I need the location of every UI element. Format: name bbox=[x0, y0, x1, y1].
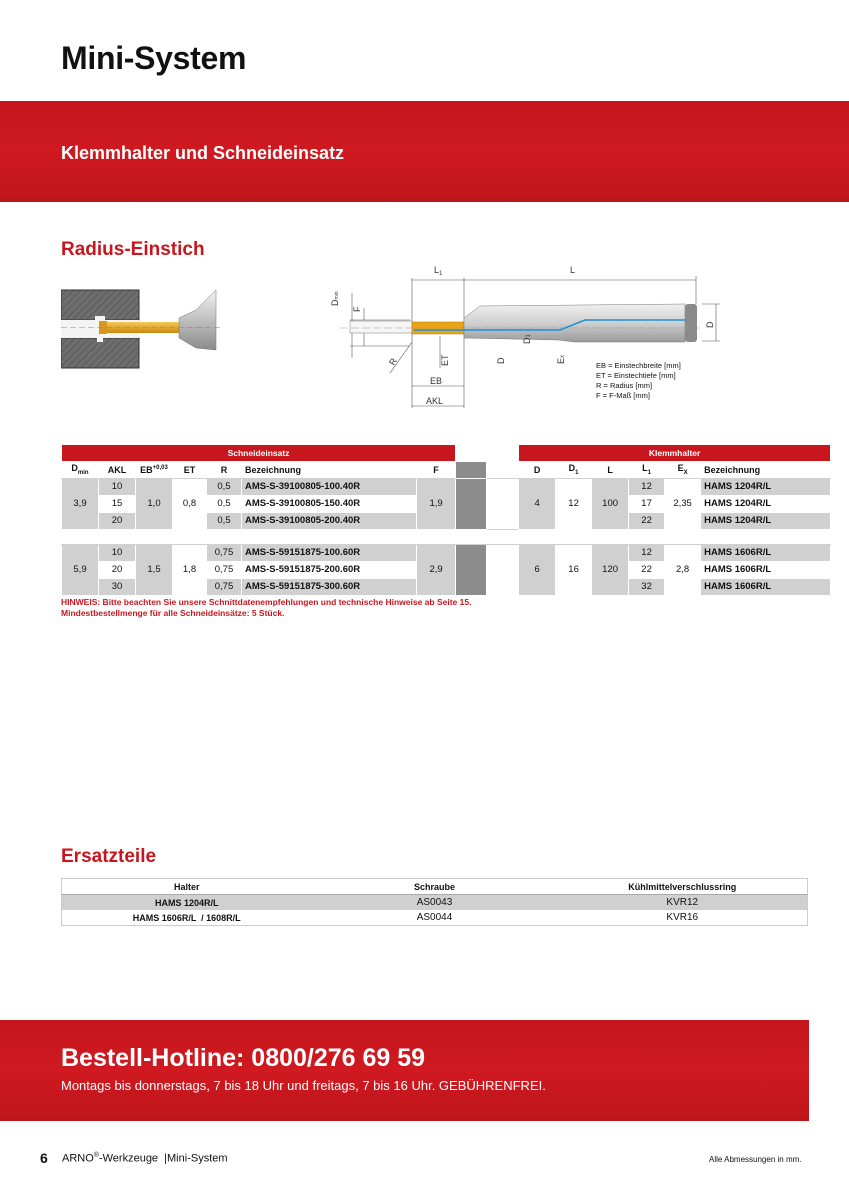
cell-eb: 1,5 bbox=[136, 544, 173, 595]
cell-dmin: 3,9 bbox=[62, 478, 99, 529]
cell-holder: HAMS 1606R/L bbox=[701, 561, 831, 578]
cell-akl: 20 bbox=[99, 561, 136, 578]
col-akl: AKL bbox=[99, 461, 136, 478]
cell-r: 0,75 bbox=[207, 544, 242, 561]
cell-d: 4 bbox=[519, 478, 556, 529]
legend-item: R = Radius [mm] bbox=[596, 381, 653, 390]
cell-ex: 2,8 bbox=[665, 544, 701, 595]
cell-holder: HAMS 1204R/L bbox=[701, 495, 831, 512]
cell-akl: 10 bbox=[99, 478, 136, 495]
cell-akl: 15 bbox=[99, 495, 136, 512]
cell-bezeichnung: AMS-S-59151875-300.60R bbox=[242, 578, 417, 595]
dim-et-label: ET bbox=[440, 354, 450, 366]
cell-l1: 22 bbox=[629, 512, 665, 529]
dim-f-label: F bbox=[352, 306, 362, 312]
cell-bezeichnung: AMS-S-39100805-100.40R bbox=[242, 478, 417, 495]
cell-et: 0,8 bbox=[173, 478, 207, 529]
cell-holder: HAMS 1606R/L bbox=[701, 578, 831, 595]
cell-halter: HAMS 1204R/L bbox=[62, 895, 312, 911]
footer-brand: ARNO®-Werkzeuge |Mini-System bbox=[62, 1152, 228, 1165]
cell-l1: 22 bbox=[629, 561, 665, 578]
cell-l: 120 bbox=[592, 544, 629, 595]
spare-parts-table bbox=[61, 878, 808, 926]
cell-holder: HAMS 1204R/L bbox=[701, 512, 831, 529]
legend-item: EB = Einstechbreite [mm] bbox=[596, 361, 681, 370]
cell-eb: 1,0 bbox=[136, 478, 173, 529]
cell-bezeichnung: AMS-S-59151875-200.60R bbox=[242, 561, 417, 578]
subtitle-banner bbox=[0, 101, 849, 202]
legend-item: F = F-Maß [mm] bbox=[596, 391, 650, 400]
cell-holder: HAMS 1606R/L bbox=[701, 544, 831, 561]
cell-akl: 30 bbox=[99, 578, 136, 595]
cell-r: 0,5 bbox=[207, 512, 242, 529]
dim-l1-label: $L_1$ bbox=[434, 265, 443, 277]
cell-holder: HAMS 1204R/L bbox=[701, 478, 831, 495]
hotline-hours: Montags bis donnerstags, 7 bis 18 Uhr und freitags, 7 bis 16 Uhr. GEBÜHRENFREI. bbox=[61, 1078, 546, 1093]
spec-table bbox=[61, 444, 831, 596]
dim-r-label: R bbox=[387, 356, 399, 367]
dim-dmin-label: Dmin bbox=[330, 291, 340, 306]
dim-eb-label: EB bbox=[430, 376, 443, 386]
section-title-ersatzteile: Ersatzteile bbox=[61, 846, 157, 867]
table-row bbox=[62, 910, 808, 926]
cell-r: 0,5 bbox=[207, 495, 242, 512]
hotline-banner bbox=[0, 1020, 809, 1121]
col-l1: $L_1$ bbox=[629, 461, 665, 478]
tool-in-workpiece-illustration bbox=[61, 288, 221, 373]
cell-l1: 17 bbox=[629, 495, 665, 512]
footer-note: Alle Abmessungen in mm. bbox=[709, 1155, 802, 1164]
cell-l1: 32 bbox=[629, 578, 665, 595]
cell-ring: KVR12 bbox=[558, 895, 808, 911]
col-r: R bbox=[207, 461, 242, 478]
cell-l1: 12 bbox=[629, 478, 665, 495]
hotline-title: Bestell-Hotline: 0800/276 69 59 bbox=[61, 1044, 426, 1072]
cell-d1: 12 bbox=[556, 478, 592, 529]
drawing-legend bbox=[596, 361, 681, 401]
cell-f: 2,9 bbox=[417, 544, 456, 595]
col-d: D bbox=[519, 461, 556, 478]
dim-d-label: D bbox=[496, 357, 506, 364]
col-bezeichnung: Bezeichnung bbox=[242, 461, 417, 478]
cell-ring: KVR16 bbox=[666, 912, 699, 923]
col-dmin: $D_{min}$ bbox=[62, 461, 99, 478]
cell-r: 0,75 bbox=[207, 561, 242, 578]
col-f: F bbox=[417, 461, 456, 478]
col-d1: $D_1$ bbox=[556, 461, 592, 478]
dim-d-right-label: D bbox=[705, 321, 715, 328]
legend-item: ET = Einstechtiefe [mm] bbox=[596, 371, 676, 380]
cell-l: 100 bbox=[592, 478, 629, 529]
col-schraube: Schraube bbox=[312, 879, 558, 895]
cell-akl: 20 bbox=[99, 512, 136, 529]
cell-akl: 10 bbox=[99, 544, 136, 561]
cell-r: 0,75 bbox=[207, 578, 242, 595]
cell-d: 6 bbox=[519, 544, 556, 595]
col-eb: $EB^{+0,03}$ bbox=[136, 461, 173, 478]
dim-akl-label: AKL bbox=[426, 396, 444, 406]
cell-bezeichnung: AMS-S-59151875-100.60R bbox=[242, 544, 417, 561]
cell-bezeichnung: AMS-S-39100805-150.40R bbox=[242, 495, 417, 512]
dim-d1-label: D1 bbox=[522, 334, 532, 344]
cell-d1: 16 bbox=[556, 544, 592, 595]
table-row bbox=[62, 544, 831, 561]
cell-et: 1,8 bbox=[173, 544, 207, 595]
col-halter: Halter bbox=[62, 879, 312, 895]
cell-ex: 2,35 bbox=[665, 478, 701, 529]
dim-ex-label: Ex bbox=[556, 354, 566, 364]
col-kuehlmittelring: Kühlmittelverschlussring bbox=[558, 879, 808, 895]
cell-r: 0,5 bbox=[207, 478, 242, 495]
page-title: Mini-System bbox=[61, 40, 247, 76]
cell-f: 1,9 bbox=[417, 478, 456, 529]
col-ex: $E_X$ bbox=[665, 461, 701, 478]
section-title-radius-einstich: Radius-Einstich bbox=[61, 239, 205, 260]
col-et: ET bbox=[173, 461, 207, 478]
table-row bbox=[62, 895, 808, 911]
hint-line: HINWEIS: Bitte beachten Sie unsere Schnittdatenempfehlungen und technische Hinweise ab Seite 15. bbox=[61, 597, 472, 607]
cell-halter: HAMS 1606R/L / 1608R/L bbox=[132, 912, 241, 923]
table-row bbox=[62, 478, 831, 495]
min-order-line: Mindestbestellmenge für alle Schneideinsätze: 5 Stück. bbox=[61, 608, 285, 618]
cell-l1: 12 bbox=[629, 544, 665, 561]
col-l: L bbox=[592, 461, 629, 478]
hint-note bbox=[61, 597, 471, 619]
cell-schraube: AS0043 bbox=[312, 895, 558, 911]
cell-bezeichnung: AMS-S-39100805-200.40R bbox=[242, 512, 417, 529]
page-number: 6 bbox=[40, 1150, 48, 1166]
cell-schraube: AS0044 bbox=[416, 912, 453, 923]
group-header-schneideinsatz: Schneideinsatz bbox=[62, 445, 456, 462]
col-holder-bezeichnung: Bezeichnung bbox=[701, 461, 831, 478]
banner-subtitle: Klemmhalter und Schneideinsatz bbox=[61, 143, 345, 163]
group-header-klemmhalter: Klemmhalter bbox=[519, 445, 831, 462]
cell-dmin: 5,9 bbox=[62, 544, 99, 595]
dim-l-label: L bbox=[570, 265, 576, 275]
